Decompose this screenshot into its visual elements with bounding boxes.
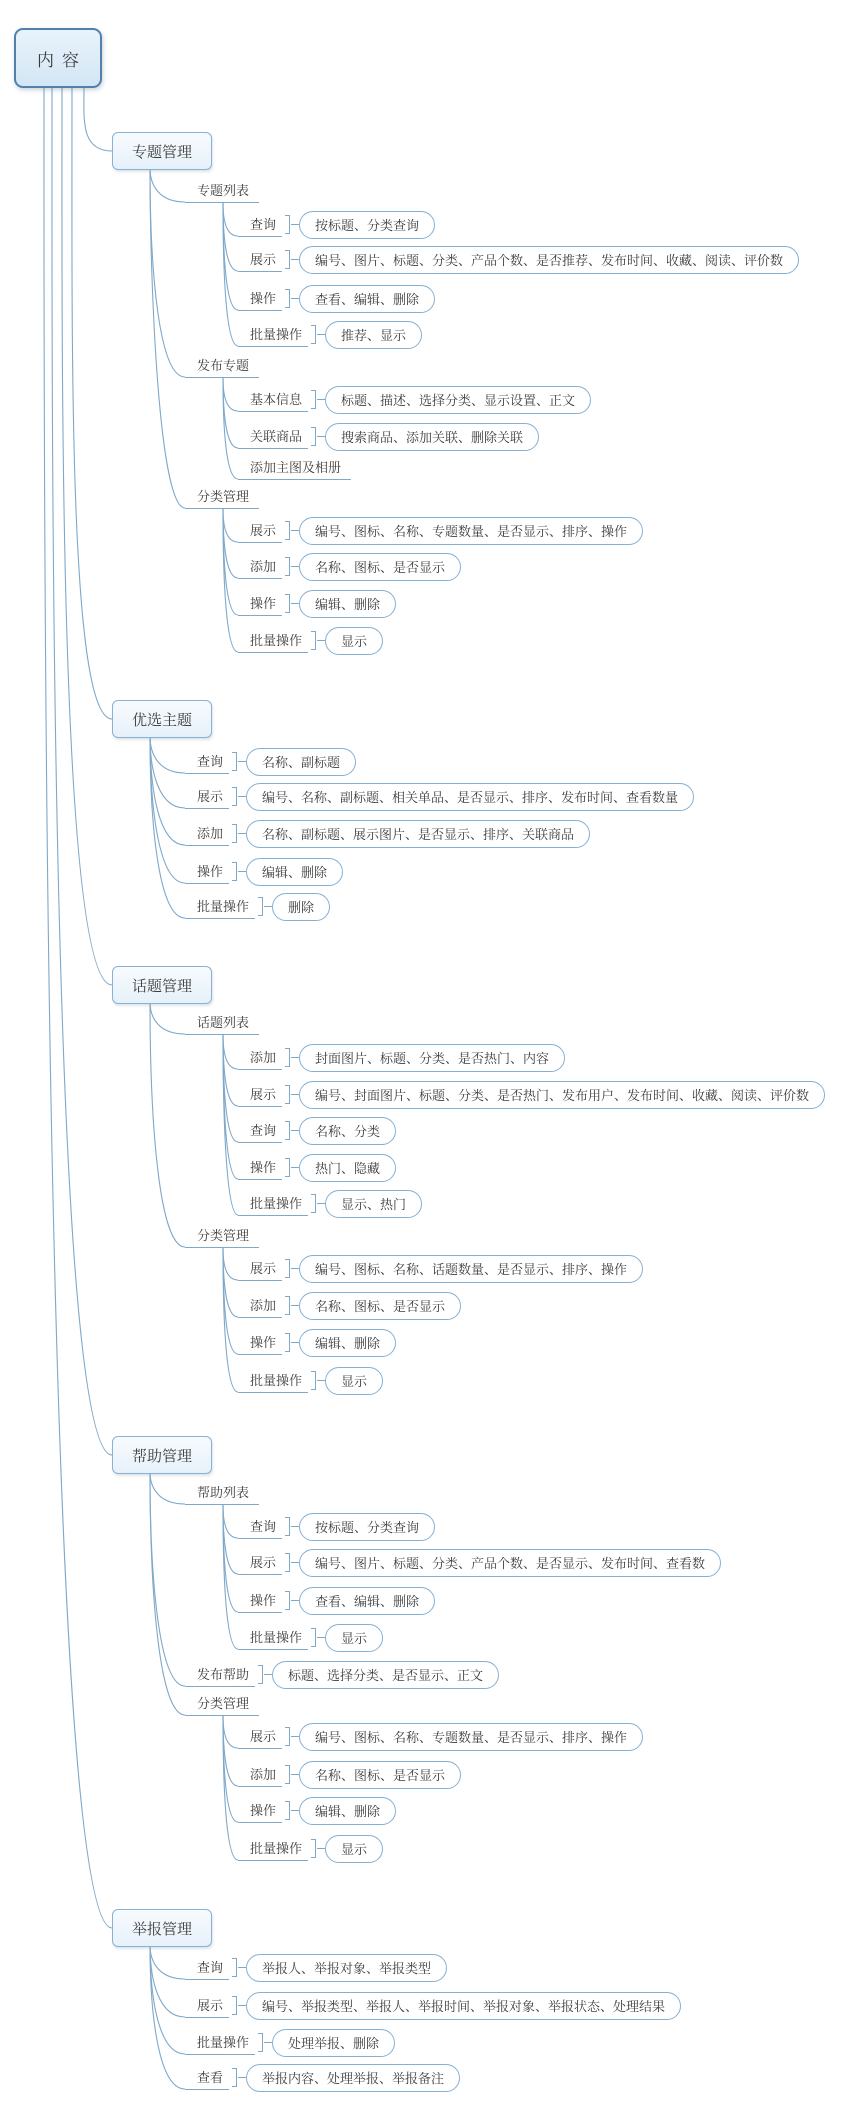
bracket-icon: [285, 215, 290, 234]
leaf-topic-label[interactable]: 批量操作: [238, 1368, 308, 1393]
detail-bubble[interactable]: 显示: [325, 1835, 383, 1863]
leaf-topic-label[interactable]: 操作: [238, 1798, 282, 1823]
bracket-icon: [285, 1727, 290, 1746]
topic-row: [185, 2064, 460, 2091]
connector: [223, 1505, 238, 1574]
leaf-topic-label[interactable]: 添加: [238, 1762, 282, 1787]
bracket-icon: [285, 521, 290, 540]
connector-dash: [291, 530, 299, 531]
detail-bubble[interactable]: 编号、名称、副标题、相关单品、是否显示、排序、发布时间、查看数量: [246, 783, 694, 811]
connector-dash: [238, 833, 246, 834]
bracket-icon: [285, 1765, 290, 1784]
bracket-icon: [285, 1158, 290, 1177]
topic-row: [238, 423, 539, 450]
subtopic-label[interactable]: 发布专题: [185, 353, 259, 378]
detail-bubble[interactable]: 举报内容、处理举报、举报备注: [246, 2064, 460, 2092]
connector: [150, 168, 185, 202]
topic-row: [185, 748, 356, 775]
connector: [223, 509, 238, 542]
connector: [223, 1505, 238, 1538]
topic-row: [185, 1479, 259, 1506]
leaf-topic-label[interactable]: 操作: [238, 286, 282, 311]
leaf-topic-label[interactable]: 查询: [185, 749, 229, 774]
topic-row: [238, 1292, 461, 1319]
connector: [150, 736, 185, 845]
topic-row: [185, 1222, 259, 1249]
connector: [150, 1472, 185, 1504]
detail-bubble[interactable]: 编号、封面图片、标题、分类、是否热门、发布用户、发布时间、收藏、阅读、评价数: [299, 1081, 825, 1109]
root-topic[interactable]: 内容: [14, 28, 102, 88]
bracket-icon: [311, 325, 316, 344]
leaf-topic-label[interactable]: 发布帮助: [185, 1662, 255, 1687]
bracket-icon: [232, 1996, 237, 2015]
connector: [223, 203, 238, 271]
topic-row: [238, 1154, 396, 1181]
subtopic-label[interactable]: 专题列表: [185, 178, 259, 203]
connector: [223, 509, 238, 578]
detail-bubble[interactable]: 搜索商品、添加关联、删除关联: [325, 423, 539, 451]
connector-dash: [317, 436, 325, 437]
topic-row: [238, 285, 435, 312]
leaf-topic-label[interactable]: 操作: [238, 591, 282, 616]
topic-row: [238, 1549, 721, 1576]
leaf-topic-label[interactable]: 查询: [185, 1955, 229, 1980]
subtopic-label[interactable]: 帮助列表: [185, 1480, 259, 1505]
detail-bubble[interactable]: 显示、热门: [325, 1190, 422, 1218]
connector: [150, 1002, 185, 1247]
detail-bubble[interactable]: 编辑、删除: [299, 1329, 396, 1357]
topic-row: [185, 858, 343, 885]
topic-row: [238, 321, 422, 348]
leaf-topic-label[interactable]: 批量操作: [185, 894, 255, 919]
leaf-topic-label[interactable]: 展示: [185, 1993, 229, 2018]
topic-row: [238, 1255, 643, 1282]
connector: [150, 1945, 185, 1979]
detail-bubble[interactable]: 封面图片、标题、分类、是否热门、内容: [299, 1044, 565, 1072]
bracket-icon: [311, 1194, 316, 1213]
bracket-icon: [285, 1553, 290, 1572]
connector-dash: [291, 1094, 299, 1095]
branch-topic[interactable]: 帮助管理: [112, 1436, 212, 1474]
connector-dash: [238, 796, 246, 797]
connector-dash: [317, 1848, 325, 1849]
connector: [223, 1716, 238, 1786]
connector: [150, 1945, 185, 2054]
leaf-topic-label[interactable]: 批量操作: [238, 322, 308, 347]
bracket-icon: [232, 862, 237, 881]
leaf-topic-label[interactable]: 基本信息: [238, 387, 308, 412]
topic-row: [185, 820, 590, 847]
leaf-topic-label[interactable]: 展示: [238, 1256, 282, 1281]
detail-bubble[interactable]: 查看、编辑、删除: [299, 1587, 435, 1615]
connector-dash: [291, 1167, 299, 1168]
bracket-icon: [311, 1839, 316, 1858]
leaf-topic-label[interactable]: 展示: [238, 1082, 282, 1107]
leaf-topic-label[interactable]: 查询: [238, 212, 282, 237]
leaf-topic-label[interactable]: 添加: [238, 1293, 282, 1318]
connector: [223, 1035, 238, 1106]
connector-dash: [291, 1130, 299, 1131]
topic-row: [238, 1081, 825, 1108]
detail-bubble[interactable]: 编号、图标、名称、话题数量、是否显示、排序、操作: [299, 1255, 643, 1283]
connector: [223, 378, 238, 411]
detail-bubble[interactable]: 推荐、显示: [325, 321, 422, 349]
bracket-icon: [258, 897, 263, 916]
connector-dash: [317, 1203, 325, 1204]
bracket-icon: [311, 631, 316, 650]
connector: [150, 736, 185, 773]
leaf-topic-label[interactable]: 添加: [238, 554, 282, 579]
topic-row: [185, 783, 694, 810]
leaf-topic-label[interactable]: 添加: [185, 821, 229, 846]
connector-dash: [291, 1736, 299, 1737]
topic-row: [238, 1117, 396, 1144]
connector-dash: [291, 1526, 299, 1527]
topic-row: [238, 590, 396, 617]
leaf-topic-label[interactable]: 展示: [185, 784, 229, 809]
detail-bubble[interactable]: 编辑、删除: [299, 1797, 396, 1825]
topic-row: [238, 1835, 383, 1862]
leaf-topic-label[interactable]: 展示: [238, 518, 282, 543]
connector-dash: [291, 1600, 299, 1601]
detail-bubble[interactable]: 名称、图标、是否显示: [299, 1292, 461, 1320]
connector: [150, 1002, 185, 1034]
bracket-icon: [285, 1048, 290, 1067]
topic-row: [238, 386, 591, 413]
connector-dash: [291, 259, 299, 260]
topic-row: [238, 1513, 435, 1540]
connector: [150, 168, 185, 508]
leaf-topic-label[interactable]: 查看: [185, 2065, 229, 2090]
detail-bubble[interactable]: 举报人、举报对象、举报类型: [246, 1954, 447, 1982]
bracket-icon: [232, 752, 237, 771]
leaf-topic-label[interactable]: 添加主图及相册: [238, 455, 351, 480]
topic-row: [185, 893, 330, 920]
connector-dash: [317, 1637, 325, 1638]
topic-row: [238, 1797, 396, 1824]
topic-row: [238, 1329, 396, 1356]
detail-bubble[interactable]: 名称、分类: [299, 1117, 396, 1145]
connector-dash: [291, 603, 299, 604]
topic-row: [238, 1367, 383, 1394]
bracket-icon: [285, 1259, 290, 1278]
bracket-icon: [311, 1371, 316, 1390]
connector-dash: [291, 1305, 299, 1306]
detail-bubble[interactable]: 标题、描述、选择分类、显示设置、正文: [325, 386, 591, 414]
detail-bubble[interactable]: 按标题、分类查询: [299, 1513, 435, 1541]
bracket-icon: [285, 1121, 290, 1140]
topic-row: [185, 1661, 499, 1688]
leaf-topic-label[interactable]: 批量操作: [238, 1191, 308, 1216]
leaf-topic-label[interactable]: 展示: [238, 1550, 282, 1575]
bracket-icon: [285, 557, 290, 576]
topic-row: [185, 177, 259, 204]
connector-dash: [291, 1342, 299, 1343]
connector: [44, 86, 112, 1928]
leaf-topic-label[interactable]: 操作: [238, 1155, 282, 1180]
connector-dash: [291, 566, 299, 567]
branch-topic[interactable]: 举报管理: [112, 1909, 212, 1947]
connector: [52, 86, 112, 1455]
detail-bubble[interactable]: 名称、图标、是否显示: [299, 553, 461, 581]
detail-bubble[interactable]: 编号、图标、名称、专题数量、是否显示、排序、操作: [299, 517, 643, 545]
connector-dash: [291, 224, 299, 225]
topic-row: [238, 1587, 435, 1614]
connector: [150, 736, 185, 808]
connector-dash: [291, 298, 299, 299]
connector: [150, 1945, 185, 2017]
branch-topic[interactable]: 专题管理: [112, 132, 212, 170]
bracket-icon: [311, 427, 316, 446]
connector-dash: [238, 2077, 246, 2078]
connector: [84, 86, 112, 151]
detail-bubble[interactable]: 编辑、删除: [299, 590, 396, 618]
topic-row: [238, 1723, 643, 1750]
connector-dash: [238, 871, 246, 872]
leaf-topic-label[interactable]: 展示: [238, 1724, 282, 1749]
leaf-topic-label[interactable]: 操作: [238, 1330, 282, 1355]
topic-row: [238, 246, 799, 273]
detail-bubble[interactable]: 名称、副标题、展示图片、是否显示、排序、关联商品: [246, 820, 590, 848]
topic-row: [238, 1190, 422, 1217]
leaf-topic-label[interactable]: 批量操作: [238, 1625, 308, 1650]
detail-bubble[interactable]: 热门、隐藏: [299, 1154, 396, 1182]
topic-row: [238, 1624, 383, 1651]
connector: [150, 736, 185, 918]
detail-bubble[interactable]: 显示: [325, 1624, 383, 1652]
bracket-icon: [285, 250, 290, 269]
bracket-icon: [285, 1333, 290, 1352]
leaf-topic-label[interactable]: 关联商品: [238, 424, 308, 449]
connector-dash: [264, 1674, 272, 1675]
connector-dash: [317, 640, 325, 641]
bracket-icon: [258, 2033, 263, 2052]
branch-topic[interactable]: 话题管理: [112, 966, 212, 1004]
subtopic-label[interactable]: 分类管理: [185, 1223, 259, 1248]
detail-bubble[interactable]: 名称、图标、是否显示: [299, 1761, 461, 1789]
bracket-icon: [311, 390, 316, 409]
connector: [223, 203, 238, 236]
topic-row plain: [238, 454, 351, 481]
detail-bubble[interactable]: 删除: [272, 893, 330, 921]
connector-dash: [317, 1380, 325, 1381]
bracket-icon: [285, 1085, 290, 1104]
bracket-icon: [232, 1958, 237, 1977]
detail-bubble[interactable]: 编号、图片、标题、分类、产品个数、是否显示、发布时间、查看数: [299, 1549, 721, 1577]
detail-bubble[interactable]: 标题、选择分类、是否显示、正文: [272, 1661, 499, 1689]
leaf-topic-label[interactable]: 查询: [238, 1118, 282, 1143]
connector-dash: [317, 334, 325, 335]
connector-dash: [238, 2005, 246, 2006]
connector: [223, 378, 238, 479]
bracket-icon: [285, 1517, 290, 1536]
leaf-topic-label[interactable]: 批量操作: [238, 628, 308, 653]
leaf-topic-label[interactable]: 批量操作: [185, 2030, 255, 2055]
leaf-topic-label[interactable]: 批量操作: [238, 1836, 308, 1861]
detail-bubble[interactable]: 处理举报、删除: [272, 2029, 395, 2057]
subtopic-label[interactable]: 分类管理: [185, 484, 259, 509]
detail-bubble[interactable]: 名称、副标题: [246, 748, 356, 776]
connector-dash: [291, 1562, 299, 1563]
bracket-icon: [232, 824, 237, 843]
connector-dash: [238, 761, 246, 762]
detail-bubble[interactable]: 编号、图片、标题、分类、产品个数、是否推荐、发布时间、收藏、阅读、评价数: [299, 246, 799, 274]
connector: [62, 86, 112, 985]
detail-bubble[interactable]: 查看、编辑、删除: [299, 285, 435, 313]
leaf-topic-label[interactable]: 添加: [238, 1045, 282, 1070]
subtopic-label[interactable]: 分类管理: [185, 1691, 259, 1716]
topic-row: [238, 1044, 565, 1071]
bracket-icon: [232, 2068, 237, 2087]
topic-row: [238, 627, 383, 654]
connector-dash: [317, 399, 325, 400]
connector: [223, 1035, 238, 1069]
bracket-icon: [285, 1591, 290, 1610]
bracket-icon: [258, 1665, 263, 1684]
leaf-topic-label[interactable]: 展示: [238, 247, 282, 272]
connector-dash: [264, 906, 272, 907]
connector-dash: [238, 1967, 246, 1968]
bracket-icon: [285, 1296, 290, 1315]
leaf-topic-label[interactable]: 操作: [238, 1588, 282, 1613]
topic-row: [185, 483, 259, 510]
leaf-topic-label[interactable]: 查询: [238, 1514, 282, 1539]
bracket-icon: [232, 787, 237, 806]
topic-row: [185, 2029, 395, 2056]
connector-dash: [291, 1774, 299, 1775]
topic-row: [238, 553, 461, 580]
connector: [223, 1248, 238, 1280]
connector-dash: [291, 1810, 299, 1811]
topic-row: [185, 1009, 259, 1036]
connector: [223, 1716, 238, 1748]
detail-bubble[interactable]: 编号、图标、名称、专题数量、是否显示、排序、操作: [299, 1723, 643, 1751]
bracket-icon: [285, 289, 290, 308]
bracket-icon: [285, 1801, 290, 1820]
connector: [223, 1248, 238, 1317]
connector-dash: [291, 1057, 299, 1058]
topic-row: [185, 1690, 259, 1717]
connector-dash: [264, 2042, 272, 2043]
topic-row: [238, 1761, 461, 1788]
connector: [72, 86, 112, 719]
detail-bubble[interactable]: 编辑、删除: [246, 858, 343, 886]
leaf-topic-label[interactable]: 操作: [185, 859, 229, 884]
branch-topic[interactable]: 优选主题: [112, 700, 212, 738]
topic-row: [238, 211, 435, 238]
detail-bubble[interactable]: 按标题、分类查询: [299, 211, 435, 239]
bracket-icon: [311, 1628, 316, 1647]
topic-row: [238, 517, 643, 544]
detail-bubble[interactable]: 编号、举报类型、举报人、举报时间、举报对象、举报状态、处理结果: [246, 1992, 681, 2020]
topic-row: [185, 1992, 681, 2019]
subtopic-label[interactable]: 话题列表: [185, 1010, 259, 1035]
topic-row: [185, 352, 259, 379]
connector-dash: [291, 1268, 299, 1269]
detail-bubble[interactable]: 显示: [325, 627, 383, 655]
detail-bubble[interactable]: 显示: [325, 1367, 383, 1395]
bracket-icon: [285, 594, 290, 613]
topic-row: [185, 1954, 447, 1981]
